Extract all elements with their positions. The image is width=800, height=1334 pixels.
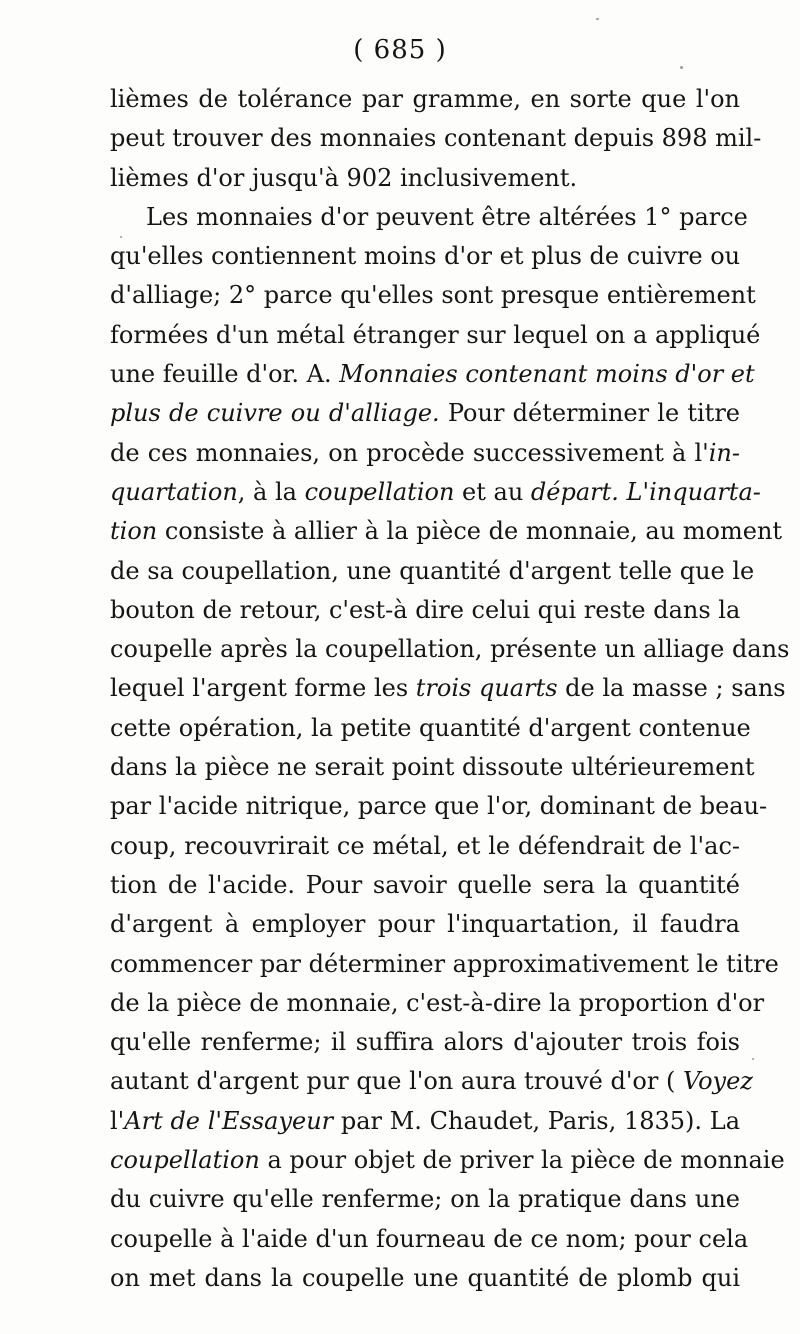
- line-text: Les monnaies d'or peuvent être altérées 1° parce: [146, 202, 748, 231]
- line-text: de la pièce de monnaie, c'est-à-dire la proportion d'or: [110, 988, 765, 1017]
- line-text: l': [110, 1106, 125, 1135]
- line-text: d'argent à employer pour l'inquartation, il faudra: [110, 910, 740, 939]
- line-text: une feuille d'or. A.: [110, 360, 340, 389]
- text-line: [110, 394, 740, 433]
- line-text: , à la: [237, 477, 305, 506]
- text-line: [110, 473, 761, 512]
- text-line: [110, 434, 740, 473]
- italic-text: Monnaies contenant moins d'or et: [339, 360, 755, 389]
- text-line: [110, 1259, 740, 1298]
- text-line: [110, 866, 740, 905]
- text-line: [110, 237, 740, 276]
- text-line: [110, 512, 783, 551]
- line-text: coupelle après la coupellation, présente un alliage dans: [110, 635, 790, 664]
- page-number: ( 685 ): [353, 35, 447, 65]
- text-line: [110, 1023, 740, 1062]
- text-line: [110, 316, 761, 355]
- text-line: [110, 1102, 740, 1141]
- line-text: coup, recouvrirait ce métal, et le défendrait de l'ac-: [110, 831, 740, 860]
- text-line: [110, 1180, 740, 1219]
- line-text: tion de l'acide. Pour savoir quelle sera la quantité: [110, 870, 740, 899]
- ink-speck: [680, 66, 683, 69]
- text-line: [110, 1141, 785, 1180]
- italic-text: trois quarts: [415, 674, 558, 703]
- line-text: consiste à allier à la pièce de monnaie, au moment: [157, 517, 783, 546]
- text-line: [110, 945, 779, 984]
- text-line: [110, 669, 786, 708]
- line-text: qu'elle renferme; il suffira alors d'ajouter trois fois: [110, 1028, 740, 1057]
- line-text: de la masse ; sans: [557, 674, 786, 703]
- text-line: [110, 552, 755, 591]
- text-line: [110, 748, 755, 787]
- line-text: autant d'argent pur que l'on aura trouvé d'or (: [110, 1067, 683, 1096]
- text-line: [110, 119, 762, 158]
- italic-text: coupellation: [110, 1146, 260, 1175]
- line-text: lièmes de tolérance par gramme, en sorte que l'on: [110, 85, 740, 113]
- text-line: [110, 827, 740, 866]
- italic-text: in-: [708, 438, 740, 467]
- ink-speck: [596, 18, 599, 20]
- text-line: [110, 80, 740, 119]
- text-line: [110, 787, 768, 826]
- text-line: [110, 905, 740, 944]
- italic-text: Voyez: [682, 1067, 753, 1096]
- text-line: [110, 984, 765, 1023]
- text-line: [110, 198, 748, 237]
- ink-speck: [752, 1058, 754, 1060]
- line-text: formées d'un métal étranger sur lequel on a appliqué: [110, 320, 761, 349]
- text-line: [110, 709, 751, 748]
- line-text: lequel l'argent forme les: [110, 674, 416, 703]
- italic-text: Art de l'Essayeur: [124, 1106, 334, 1135]
- line-text: bouton de retour, c'est-à dire celui qui reste dans la: [110, 595, 741, 624]
- line-text: cette opération, la petite quantité d'argent contenue: [110, 713, 751, 742]
- text-line: [110, 591, 740, 630]
- text-line: [110, 1220, 749, 1259]
- italic-text: plus de cuivre ou d'alliage.: [110, 399, 440, 428]
- line-text: de ces monnaies, on procède successivement à l': [110, 438, 709, 467]
- text-line: [110, 276, 756, 315]
- line-text: par l'acide nitrique, parce que l'or, dominant de beau-: [110, 792, 768, 821]
- line-text: du cuivre qu'elle renferme; on la pratique dans une: [110, 1185, 740, 1214]
- line-text: de sa coupellation, une quantité d'argent telle que le: [110, 556, 755, 585]
- italic-text: quartation: [110, 477, 238, 506]
- italic-text: départ.: [530, 477, 619, 506]
- text-line: [110, 159, 740, 198]
- line-text: par M. Chaudet, Paris, 1835). La: [333, 1106, 740, 1135]
- line-text: Pour déterminer le titre: [439, 399, 740, 428]
- line-text: d'alliage; 2° parce qu'elles sont presque entièrement: [110, 281, 756, 310]
- line-text: lièmes d'or jusqu'à 902 inclusivement.: [110, 163, 578, 192]
- line-text: peut trouver des monnaies contenant depuis 898 mil-: [110, 124, 762, 153]
- line-text: commencer par déterminer approximativement le titre: [110, 949, 779, 978]
- italic-text: tion: [110, 517, 158, 546]
- text-line: [110, 355, 755, 394]
- line-text: a pour objet de priver la pièce de monnaie: [259, 1146, 785, 1175]
- line-text: on met dans la coupelle une quantité de plomb qui: [110, 1263, 740, 1292]
- italic-text: coupellation: [304, 477, 455, 506]
- line-text: qu'elles contiennent moins d'or et plus de cuivre ou: [110, 242, 741, 271]
- text-line: [110, 630, 790, 669]
- line-text: coupelle à l'aide d'un fourneau de ce nom; pour cela: [110, 1224, 749, 1253]
- italic-text: L'inquarta-: [626, 477, 761, 506]
- line-text: [619, 478, 627, 506]
- ink-speck: [120, 236, 122, 238]
- text-line: [110, 1062, 753, 1101]
- line-text: dans la pièce ne serait point dissoute ultérieurement: [110, 753, 755, 782]
- line-text: et au: [454, 477, 531, 506]
- body-text: [110, 80, 790, 1298]
